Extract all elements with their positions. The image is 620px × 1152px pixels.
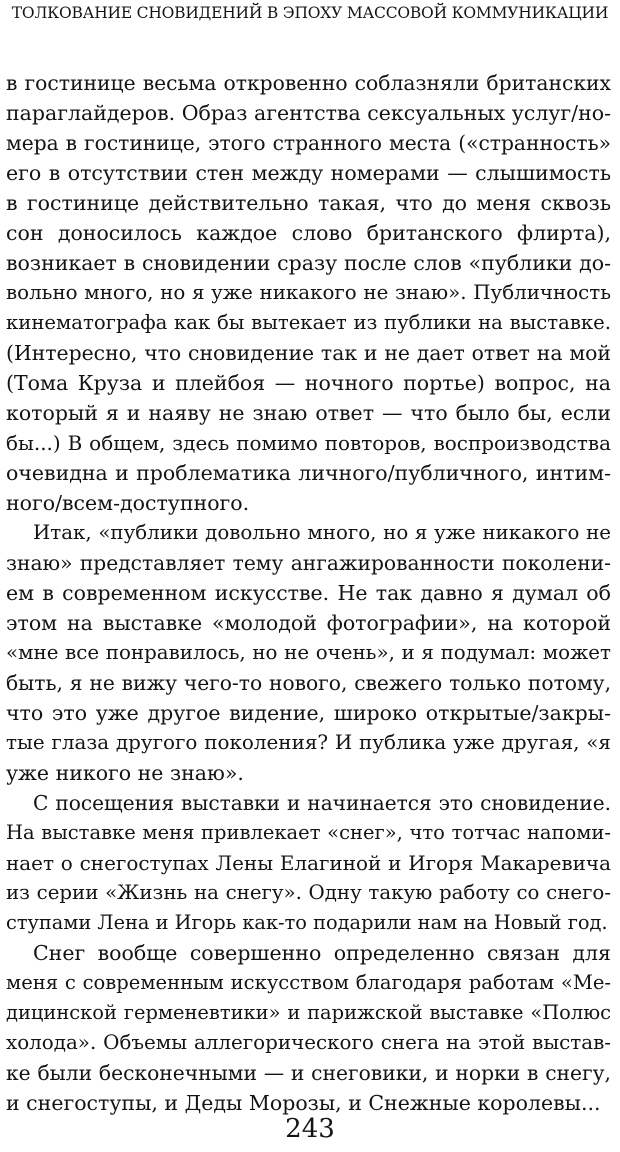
- page-number: 243: [285, 1114, 335, 1144]
- text-line: нает о снегоступах Лены Елагиной и Игоря Макаревича: [6, 851, 611, 875]
- text-line: ступами Лена и Игорь как-то подарили нам на Новый год.: [6, 911, 608, 934]
- text-line: холода». Объемы аллегорического снега на этой выстав-: [6, 1031, 611, 1054]
- text-line: параглайдеров. Образ агентства сексуальных услуг/но-: [6, 101, 611, 125]
- text-line: знаю» представляет тему ангажированности поколени-: [6, 551, 611, 575]
- text-line: Итак, «публики довольно много, но я уже никакого не: [33, 521, 611, 544]
- text-line: С посещения выставки и начинается это сновидение.: [33, 791, 611, 815]
- text-line: в гостинице действительно такая, что до меня сквозь: [6, 191, 611, 215]
- paragraph: [6, 68, 611, 518]
- paragraph: [6, 518, 611, 788]
- text-line: Снег вообще совершенно определенно связан для: [33, 941, 611, 965]
- text-line: и снегоступы, и Деды Морозы, и Снежные королевы...: [6, 1091, 601, 1115]
- running-head: ТОЛКОВАНИЕ СНОВИДЕНИЙ В ЭПОХУ МАССОВОЙ КОММУНИКАЦИИ: [11, 4, 609, 22]
- text-line: в гостинице весьма откровенно соблазняли британских: [6, 71, 611, 95]
- text-line: этом на выставке «молодой фотографии», на которой: [6, 611, 611, 635]
- text-line: ного/всем-доступного.: [6, 491, 250, 515]
- text-line: очевидна и проблематика личного/публичного, интим-: [6, 461, 611, 485]
- text-line: сон доносилось каждое слово британского флирта),: [6, 221, 611, 245]
- text-line: ем в современном искусстве. Не так давно я думал об: [6, 581, 611, 605]
- text-line: его в отсутствии стен между номерами — слышимость: [6, 161, 611, 185]
- text-line: уже никого не знаю».: [6, 761, 244, 785]
- text-line: возникает в сновидении сразу после слов «публики до-: [6, 251, 611, 275]
- text-line: (Тома Круза и плейбоя — ночного портье) вопрос, на: [6, 371, 611, 395]
- text-line: дицинской герменевтики» и парижской выставке «Полюс: [6, 1001, 611, 1024]
- text-line: «мне все понравилось, но не очень», и я подумал: может: [6, 641, 611, 664]
- text-line: На выставке меня привлекает «снег», что тотчас напоми-: [6, 821, 611, 844]
- text-line: из серии «Жизнь на снегу». Одну такую работу со снего-: [6, 881, 611, 904]
- text-line: который я и наяву не знаю ответ — что было бы, если: [6, 401, 611, 425]
- paragraph: [6, 788, 611, 938]
- paragraph: [6, 938, 611, 1118]
- text-line: ке были бесконечными — и снеговики, и норки в снегу,: [6, 1061, 611, 1085]
- text-line: вольно много, но я уже никакого не знаю». Публичность: [6, 281, 611, 304]
- text-line: мера в гостинице, этого странного места («странность»: [6, 131, 611, 155]
- text-line: что это уже другое видение, широко открытые/закры-: [6, 701, 611, 725]
- text-line: меня с современным искусством благодаря работам «Ме-: [6, 971, 611, 994]
- text-line: тые глаза другого поколения? И публика уже другая, «я: [6, 731, 611, 754]
- body-text: [6, 68, 611, 1118]
- text-line: (Интересно, что сновидение так и не дает ответ на мой: [6, 341, 611, 365]
- text-line: кинематографа как бы вытекает из публики на выставке.: [6, 311, 611, 334]
- text-line: быть, я не вижу чего-то нового, свежего только потому,: [6, 671, 611, 695]
- text-line: бы...) В общем, здесь помимо повторов, воспроизводства: [6, 431, 611, 455]
